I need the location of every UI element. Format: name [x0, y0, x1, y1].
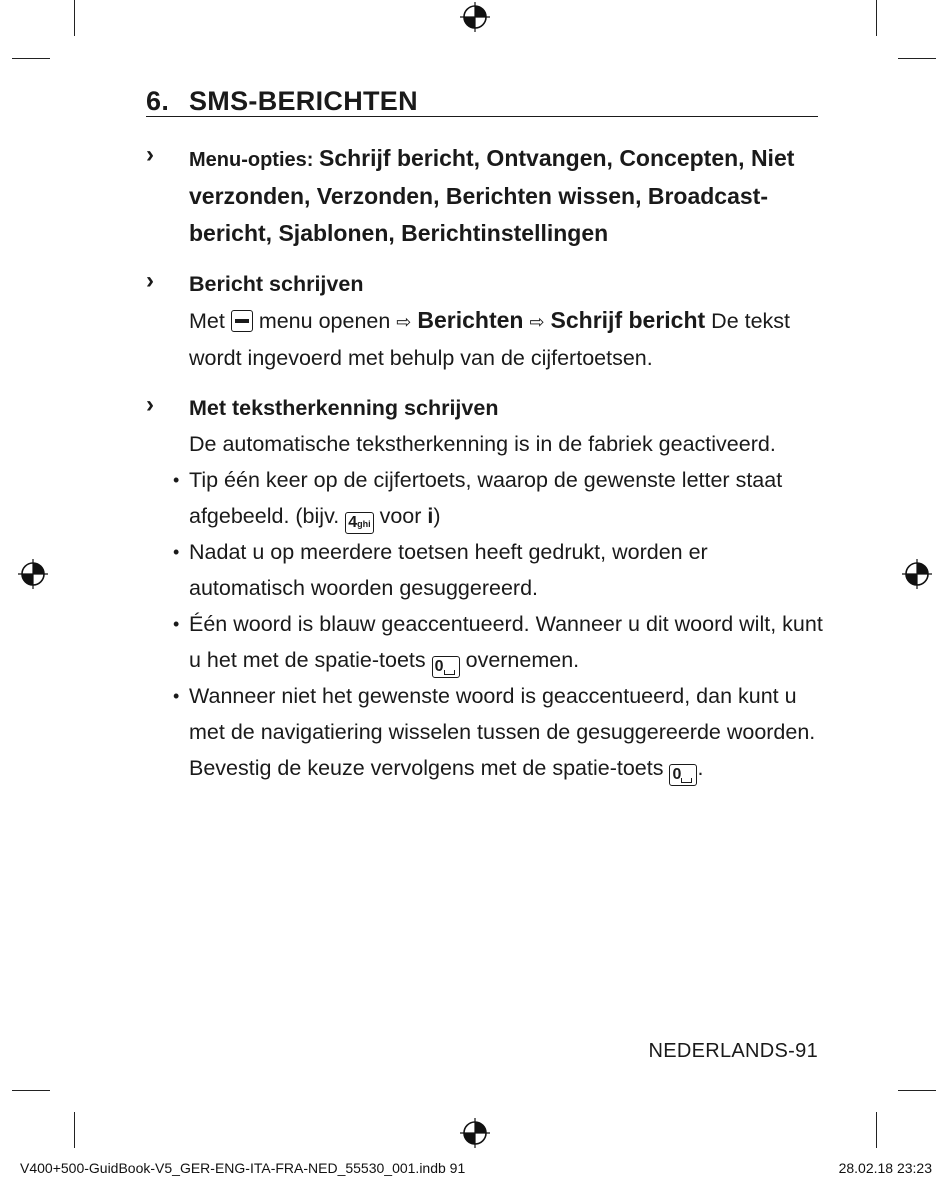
crop-mark	[12, 58, 50, 59]
arrow-right-icon: ⇨	[396, 312, 412, 332]
text-fragment: Met	[189, 309, 225, 333]
registration-mark-icon	[902, 559, 932, 589]
registration-mark-icon	[18, 559, 48, 589]
text-fragment: menu openen	[258, 309, 391, 333]
text-fragment: De tekst wordt ingevoerd met behulp van de cijfertoetsen.	[189, 309, 791, 370]
print-date: 28.02.18 23:23	[838, 1160, 932, 1176]
crop-mark	[74, 0, 75, 36]
text-fragment: voor	[379, 504, 422, 528]
section-paragraph	[189, 302, 826, 376]
crop-mark	[898, 1090, 936, 1091]
letter-i: i	[427, 504, 434, 528]
space-key-0-icon: 0	[432, 656, 460, 678]
text-fragment: .	[697, 756, 704, 780]
chevron-right-icon: ›	[146, 267, 154, 294]
space-key-0-icon: 0	[669, 764, 697, 786]
chevron-right-icon: ›	[146, 391, 154, 418]
arrow-right-icon: ⇨	[529, 312, 545, 332]
print-slug: V400+500-GuidBook-V5_GER-ENG-ITA-FRA-NED_55530_001.indb 91	[20, 1160, 466, 1176]
chapter-number: 6.	[146, 86, 170, 116]
chapter-heading	[146, 86, 818, 117]
list-item	[173, 678, 826, 786]
menu-key-icon	[231, 310, 253, 332]
text-fragment: )	[433, 504, 441, 528]
crop-mark	[898, 58, 936, 59]
section-heading: Bericht schrijven	[189, 272, 364, 296]
crop-mark	[876, 1112, 877, 1148]
text-fragment: overnemen.	[465, 648, 580, 672]
crop-mark	[876, 0, 877, 36]
registration-mark-icon	[460, 1118, 490, 1148]
crop-mark	[74, 1112, 75, 1148]
chevron-right-icon: ›	[146, 141, 154, 168]
page-number: NEDERLANDS-91	[648, 1040, 818, 1062]
list-item	[173, 606, 826, 678]
bullet-list	[189, 462, 826, 786]
menu-options-list: Schrijf bericht, Ontvangen, Concepten, Niet verzonden, Verzonden, Berichten wissen, Broadcast-bericht, Sjablonen, Berichtinstellingen	[189, 145, 795, 246]
chapter-title: SMS-BERICHTEN	[189, 86, 418, 116]
text-fragment: Wanneer niet het gewenste woord is geaccentueerd, dan kunt u met de navigatiering wisselen tussen de gesuggereerde woorden. Bevestig de keuze vervolgens met de spatie-toets	[189, 684, 816, 780]
text-fragment: Één woord is blauw geaccentueerd. Wanneer u dit woord wilt, kunt u het met de spatie-toets	[189, 612, 823, 672]
list-item	[173, 462, 826, 534]
registration-mark-icon	[460, 2, 490, 32]
section-menu-options	[146, 140, 826, 252]
section-write-message	[146, 266, 826, 376]
menu-step-berichten: Berichten	[417, 307, 524, 333]
digit-key-4-icon: 4ghi	[345, 512, 373, 534]
section-predictive-text	[146, 390, 826, 786]
section-heading: Met tekstherkenning schrijven	[189, 396, 499, 420]
section-intro: De automatische tekstherkenning is in de fabriek geactiveerd.	[189, 432, 776, 456]
menu-step-schrijf-bericht: Schrijf bericht	[550, 307, 706, 333]
text-fragment: Tip één keer op de cijfertoets, waarop de gewenste letter staat afgebeeld. (bijv.	[189, 468, 783, 528]
menu-options-label: Menu-opties:	[189, 149, 319, 171]
crop-mark	[12, 1090, 50, 1091]
list-item: • Nadat u op meerdere toetsen heeft gedrukt, worden er automatisch woorden gesuggereerd.	[173, 534, 826, 606]
